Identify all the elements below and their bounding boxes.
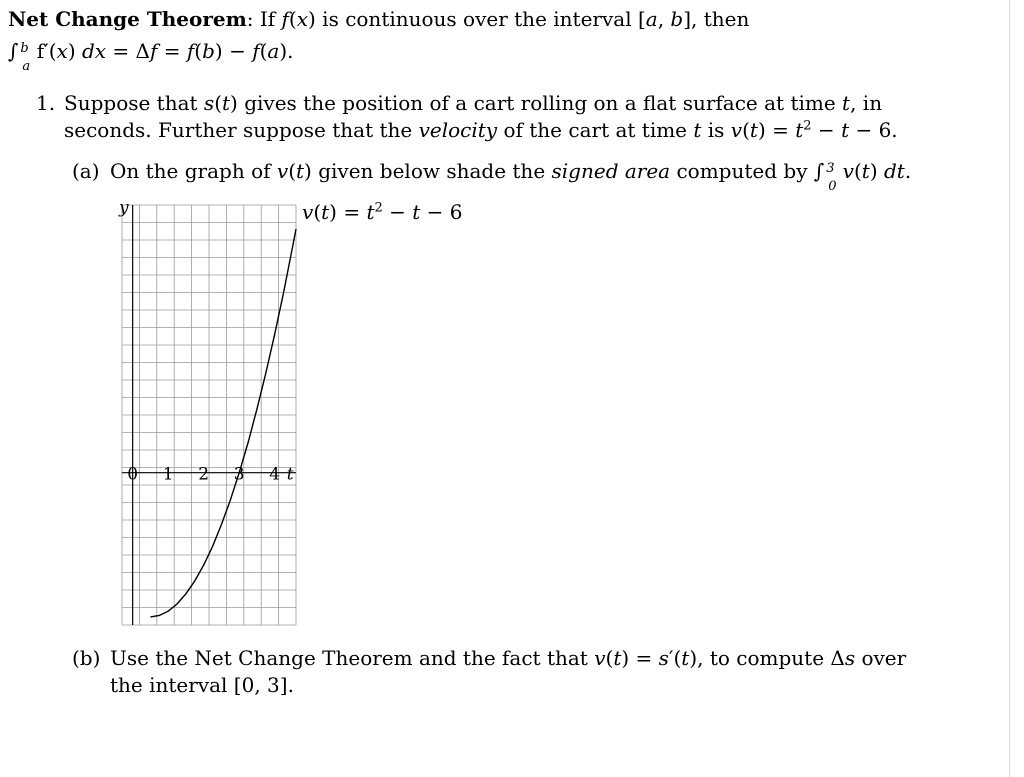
part-a-text: On the graph of v(t) given below shade the signed area computed by ∫ 3 0 v(t) dt. xyxy=(110,159,912,194)
x-tick-label: 3 xyxy=(233,464,245,485)
x-tick-label: 1 xyxy=(162,464,174,485)
x-axis-label: t xyxy=(286,464,294,485)
graph-function-label: $v(t) = t^2 - t - 6$ xyxy=(302,200,463,224)
y-axis-label: y xyxy=(119,198,129,218)
x-tick-label: 4 xyxy=(269,464,281,485)
problem-number: 1. xyxy=(36,91,56,115)
x-tick-label: 0 xyxy=(127,464,139,485)
theorem-line xyxy=(8,6,749,32)
velocity-graph xyxy=(110,195,300,635)
theorem-heading: Net Change Theorem xyxy=(8,7,247,31)
theorem-formula: ∫ b a f′(x) dx = Δf = f(b) − f(a). xyxy=(8,39,294,74)
part-b-text-line1: Use the Net Change Theorem and the fact that v(t) = s′(t), to compute Δs over xyxy=(110,646,907,670)
part-b-text-line2: the interval [0, 3]. xyxy=(110,673,294,697)
problem-text-line1: Suppose that s(t) gives the position of a cart rolling on a flat surface at time t, in xyxy=(64,91,883,115)
x-tick-label: 2 xyxy=(198,464,210,485)
part-b-label: (b) xyxy=(72,646,101,670)
part-a-label: (a) xyxy=(72,159,100,183)
theorem-statement: : If f(x) is continuous over the interval [a, b], then xyxy=(246,7,750,31)
page-edge-rule xyxy=(1009,0,1010,777)
velocity-curve xyxy=(150,229,296,617)
problem-text-line2: seconds. Further suppose that the velocity of the cart at time t is $v(t) = t^2 - t - 6$. xyxy=(64,118,898,142)
